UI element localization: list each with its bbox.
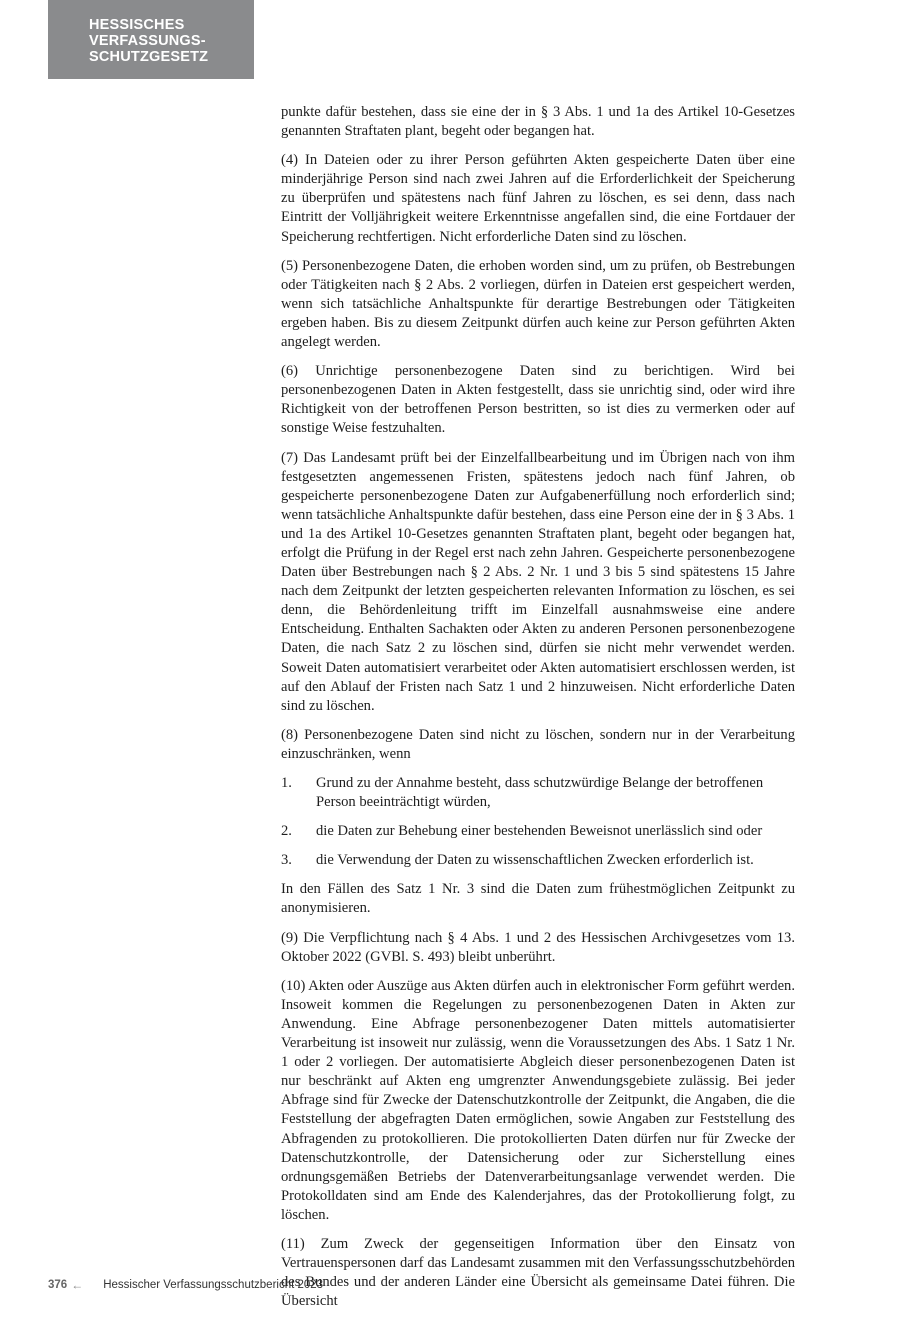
list-item-text: Grund zu der Annahme besteht, dass schutzwürdige Belange der betroffenen Person beeinträchtigt würden, bbox=[316, 775, 764, 811]
paragraph-4: (4) In Dateien oder zu ihrer Person geführten Akten gespeicherte Daten über eine minderjährige Person sind nach zwei Jahren auf die Erforderlichkeit der Speicherung zu überprüfen und spätestens nach fünf Jahren zu löschen, es sei denn, dass nach Eintritt der Volljährigkeit weitere Erkenntnisse angefallen sind, die eine Fortdauer der Speicherung rechtfertigen. Nicht erforderliche Daten sind zu löschen. bbox=[281, 152, 795, 245]
paragraph-7: (7) Das Landesamt prüft bei der Einzelfallbearbeitung und im Übrigen nach von ihm festgesetzten angemessenen Fristen, spätestens jedoch nach fünf Jahren, ob gespeicherte personenbezogene Daten zur Aufgabenerfüllung noch erforderlich sind; wenn tatsächliche Anhaltspunkte dafür bestehen, dass eine Person eine der in § 3 Abs. 1 und 1a des Artikel 10-Gesetzes genannten Straftaten plant, begeht oder begangen hat, erfolgt die Prüfung in der Regel erst nach zehn Jahren. Gespeicherte personenbezogene Daten über Bestrebungen nach § 2 Abs. 2 Nr. 1 und 3 bis 5 sind spätestens 15 Jahre nach dem Zeitpunkt der letzten gespeicherten relevanten Information zu löschen, es sei denn, die Behördenleitung trifft im Einzelfall ausnahmsweise eine andere Entscheidung. Enthalten Sachakten oder Akten zu anderen Personen personenbezogene Daten, die nach Satz 2 zu löschen sind, dürfen sie nicht mehr verwendet werden. Soweit Daten automatisiert verarbeitet oder Akten automatisiert erschlossen werden, ist auf den Ablauf der Fristen nach Satz 1 und 2 hinzuweisen. Nicht erforderliche Daten sind zu löschen. bbox=[281, 449, 795, 714]
paragraph-10: (10) Akten oder Auszüge aus Akten dürfen auch in elektronischer Form geführt werden. Insoweit kommen die Regelungen zu personenbezogenen Daten in Akten zur Anwendung. Eine Abfrage personenbezogener Daten mittels automatisierter Verarbeitung ist insoweit nur zulässig, wenn die Voraussetzungen des Abs. 1 Satz 1 Nr. 1 oder 2 vorliegen. Der automatisierte Abgleich dieser personenbezogenen Daten ist nur beschränkt auf Akten eng umgrenzter Anwendungsgebiete zulässig. Bei jeder Abfrage sind für Zwecke der Datenschutzkontrolle der Zeitpunkt, die Angaben, die die Feststellung der abgefragten Daten ermöglichen, sowie Angaben zur Feststellung des Abfragenden zu protokollieren. Die protokollierten Daten dürfen nur für Zwecke der Datenschutzkontrolle, der Datensicherung oder zur Sicherstellung eines ordnungsgemäßen Betriebs der Datenverarbeitungsanlage verwendet werden. Die Protokolldaten sind am Ende des Kalenderjahres, das der Protokollierung folgt, zu löschen. bbox=[281, 977, 795, 1223]
section-header-line-3: SCHUTZGESETZ bbox=[89, 49, 209, 65]
list-item-number: 2. bbox=[281, 823, 292, 840]
list-item-text: die Daten zur Behebung einer bestehenden Beweisnot unerlässlich sind oder bbox=[316, 823, 763, 840]
paragraph-continued: punkte dafür bestehen, dass sie eine der in § 3 Abs. 1 und 1a des Artikel 10-Gesetzes genannten Straftaten plant, begeht oder begangen hat. bbox=[281, 104, 795, 140]
paragraph-8-continued: In den Fällen des Satz 1 Nr. 3 sind die Daten zum frühestmöglichen Zeitpunkt zu anonymisieren. bbox=[281, 881, 795, 917]
paragraph-11: (11) Zum Zweck der gegenseitigen Information über den Einsatz von Vertrauenspersonen darf das Landesamt zusammen mit den Verfassungsschutzbehörden des Bundes und der anderen Länder eine Übersicht als gemeinsame Datei führen. Die Übersicht bbox=[281, 1235, 795, 1310]
section-header-line-1: HESSISCHES bbox=[89, 17, 185, 33]
list-item bbox=[281, 822, 795, 841]
footer-title: Hessischer Verfassungsschutzbericht 2023 bbox=[103, 1279, 324, 1291]
list-item bbox=[281, 774, 795, 812]
page-number: 376 bbox=[48, 1279, 68, 1291]
section-header bbox=[48, 0, 254, 79]
list-item-text: die Verwendung der Daten zu wissenschaftlichen Zwecken erforderlich ist. bbox=[316, 852, 754, 869]
paragraph-5: (5) Personenbezogene Daten, die erhoben worden sind, um zu prüfen, ob Bestrebungen oder Tätigkeiten nach § 2 Abs. 2 vorliegen, dürfen in Dateien erst gespeichert werden, wenn sich tatsächliche Anhaltspunkte für derartige Bestrebungen oder Tätigkeiten ergeben haben. Bis zu diesem Zeitpunkt dürfen auch keine zur Person geführten Akten angelegt werden. bbox=[281, 257, 795, 351]
paragraph-9: (9) Die Verpflichtung nach § 4 Abs. 1 und 2 des Hessischen Archivgesetzes vom 13. Oktober 2022 (GVBl. S. 493) bleibt unberührt. bbox=[281, 929, 795, 965]
document-body bbox=[281, 103, 795, 1321]
arrow-left-icon: ← bbox=[71, 1278, 84, 1292]
list-item-number: 1. bbox=[281, 775, 292, 791]
section-header-line-2: VERFASSUNGS- bbox=[89, 33, 206, 49]
paragraph-6: (6) Unrichtige personenbezogene Daten sind zu berichtigen. Wird bei personenbezogenen Daten in Akten festgestellt, dass sie unrichtig sind, oder wird ihre Richtigkeit von der betroffenen Person bestritten, so ist dies zu vermerken oder auf sonstige Weise festzuhalten. bbox=[281, 363, 795, 437]
page-footer bbox=[48, 1278, 323, 1292]
list-item-number: 3. bbox=[281, 852, 292, 869]
list-item bbox=[281, 851, 795, 870]
paragraph-8: (8) Personenbezogene Daten sind nicht zu löschen, sondern nur in der Verarbeitung einzuschränken, wenn bbox=[281, 726, 795, 762]
